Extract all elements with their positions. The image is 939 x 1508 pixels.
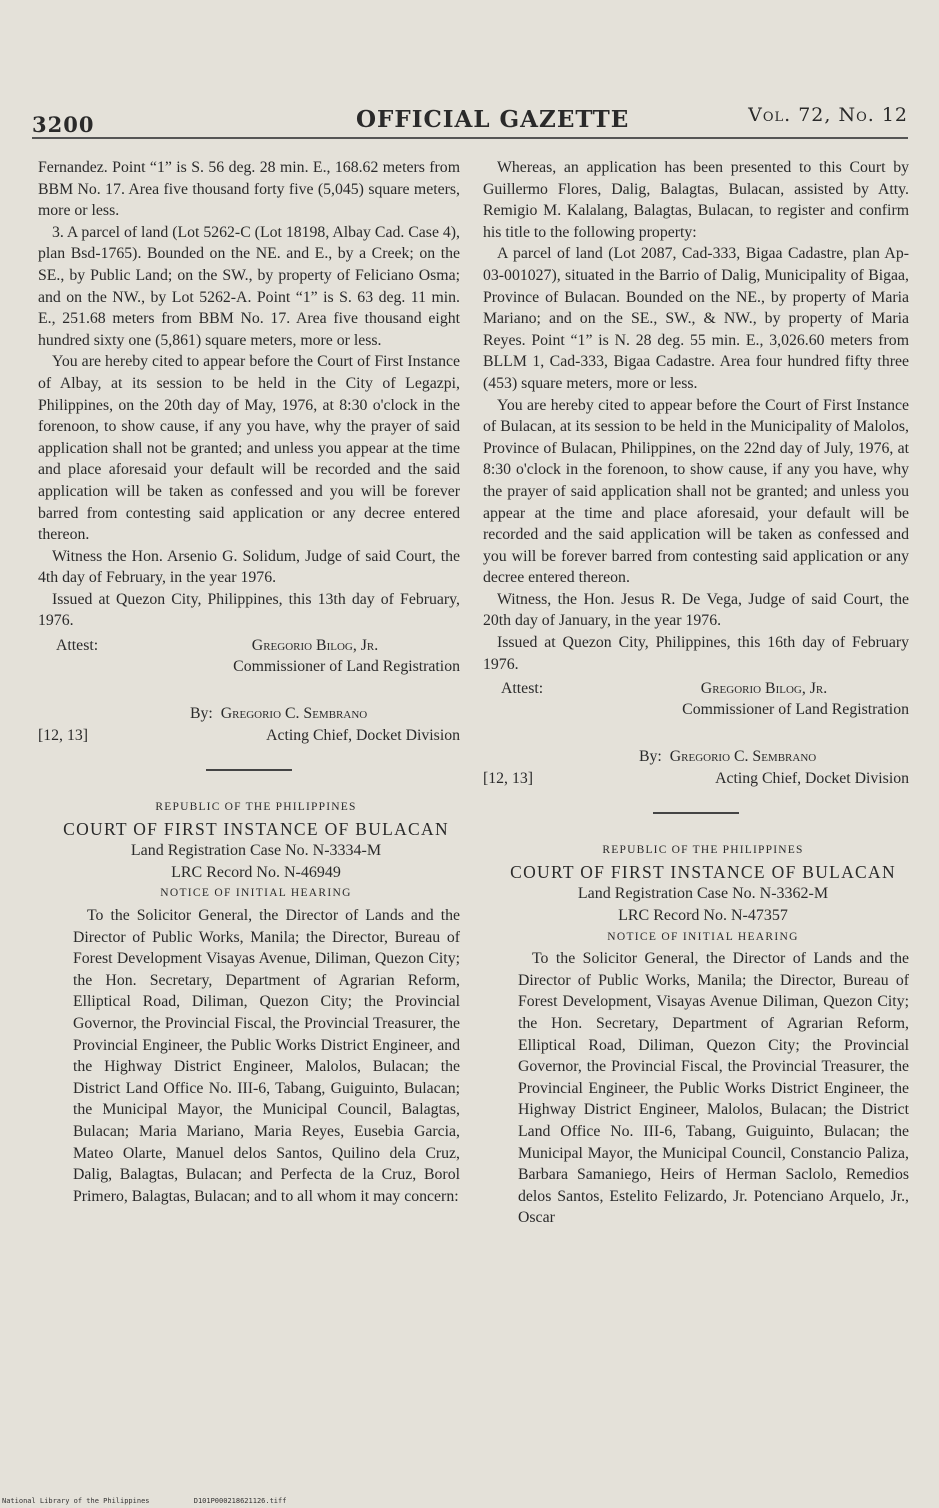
- right-paragraph-1: Whereas, an application has been presented to this Court by Guillermo Flores, Dalig, Balagtas, Bulacan, assisted by Atty. Remigio M. Kalalang, Balagtas, Bulacan, to register and confirm his title to the following property:: [483, 159, 909, 241]
- republic-heading: REPUBLIC OF THE PHILIPPINES: [602, 844, 804, 857]
- lrc-record-number: LRC Record No. N-46949: [171, 863, 341, 881]
- by-signature: [639, 746, 909, 768]
- chief-name: Gregorio C. Sembrano: [220, 705, 368, 723]
- right-attest-block: [483, 678, 909, 742]
- right-paragraph-4: Witness, the Hon. Jesus R. De Vega, Judge of said Court, the 20th day of January, in the year 1976.: [483, 590, 909, 630]
- by-label: By:: [639, 748, 662, 766]
- chief-name: Gregorio C. Sembrano: [669, 748, 817, 766]
- case-number: Land Registration Case No. N-3334-M: [130, 842, 382, 860]
- left-paragraph-2: 3. A parcel of land (Lot 5262-C (Lot 18198, Albay Cad. Case 4), plan Bsd-1765). Bounded on the NE. and E., by a Creek; on the SE., by Public Land; on the SW., by property of Feliciano Osma; and on the NW., by Lot 5262-A. Point “1” is S. 63 deg. 11 min. E., 251.68 meters from BBM No. 17. Area five thousand eight hundred sixty one (5,861) square meters, more or less.: [38, 223, 461, 349]
- publication-title: OFFICIAL GAZETTE: [356, 106, 630, 133]
- notice-heading: NOTICE OF INITIAL HEARING: [607, 930, 799, 943]
- volume-number: Vol. 72, No. 12: [748, 104, 908, 126]
- commissioner-name: Gregorio Bilog, Jr.: [251, 637, 379, 655]
- library-name: National Library of the Philippines: [2, 1497, 150, 1505]
- addressees: To the Solicitor General, the Director of Lands and the Director of Public Works, Manila; the Director, Bureau of Forest Development Visayas Avenue, Diliman, Quezon City; the Hon. Secretary, Department of Agrarian Reform, Elliptical Road, Diliman, Quezon City; the Provincial Governor, the Provincial Fiscal, the Provincial Treasurer, the Provincial Engineer, the Public Works District Engineer, and the Highway District Engineer, Malolos, Bulacan; the District Land Office No. III-6, Tabang, Guiguinto, Bulacan; the Municipal Mayor, the Municipal Council, Balagtas, Bulacan; Maria Mariano, Maria Reyes, Eusebia Garcia, Mateo Olarte, Manuel delos Santos, Quilino dela Cruz, Dalig, Balagtas, Bulacan; and Perfecta de la Cruz, Borol Primero, Balagtas, Bulacan; and to all whom it may concern:: [73, 907, 460, 1205]
- right-column: [483, 157, 909, 1229]
- left-paragraph-1: Fernandez. Point “1” is S. 56 deg. 28 min. E., 168.62 meters from BBM No. 17. Area five thousand forty five (5,045) square meters, more or less.: [38, 159, 460, 220]
- left-by-block: [38, 703, 460, 757]
- left-paragraph-5: Issued at Quezon City, Philippines, this 13th day of February, 1976.: [38, 590, 460, 630]
- attest-label: Attest:: [56, 637, 99, 655]
- left-paragraph-4: Witness the Hon. Arsenio G. Solidum, Judge of said Court, the 4th day of February, in the year 1976.: [38, 547, 460, 587]
- attest-label: Attest:: [501, 680, 544, 698]
- left-column: [38, 157, 460, 1207]
- issue-reference: [12, 13]: [483, 770, 534, 788]
- chief-title: Acting Chief, Docket Division: [715, 770, 909, 788]
- court-heading: COURT OF FIRST INSTANCE OF BULACAN: [63, 818, 449, 839]
- right-paragraph-2: A parcel of land (Lot 2087, Cad-333, Bigaa Cadastre, plan Ap-03-001027), situated in the Barrio of Dalig, Municipality of Bigaa, Province of Bulacan. Bounded on the NE., by property of Maria Mariano; and on the SE., SW., & NW., by property of Maria Reyes. Point “1” is N. 28 deg. 55 min. E., 3,026.60 meters from BLLM 1, Cad-333, Bigaa Cadastre. Area four hundred fifty three (453) square meters, more or less.: [483, 245, 909, 392]
- scan-filename: D101P000218621126.tiff: [193, 1497, 287, 1505]
- republic-heading: REPUBLIC OF THE PHILIPPINES: [155, 801, 357, 814]
- right-paragraph-3: You are hereby cited to appear before the Court of First Instance of Bulacan, at its session to be held in the Municipality of Malolos, Province of Bulacan, Philippines, on the 22nd day of July, 1976, at 8:30 o'clock in the forenoon, to show cause, if any you have, why the prayer of said application shall not be granted; and unless you appear at the time and place aforesaid, your default will be recorded and the said application will be taken as confessed and you will be forever barred from contesting said application or any decree entered thereon.: [483, 396, 909, 587]
- header-rule: [32, 137, 908, 139]
- left-attest-block: [38, 635, 460, 699]
- by-label: By:: [190, 705, 213, 723]
- court-heading: COURT OF FIRST INSTANCE OF BULACAN: [510, 861, 896, 882]
- by-signature: [190, 703, 460, 725]
- commissioner-name: Gregorio Bilog, Jr.: [700, 680, 828, 698]
- section-divider: [653, 812, 739, 814]
- case-number: Land Registration Case No. N-3362-M: [577, 885, 829, 903]
- lrc-record-number: LRC Record No. N-47357: [618, 907, 788, 925]
- chief-title: Acting Chief, Docket Division: [266, 727, 460, 745]
- addressees: To the Solicitor General, the Director of Lands and the Director of Public Works, Manila; the Director, Bureau of Forest Development, Visayas Avenue Diliman, Quezon City; the Hon. Secretary, Department of Agrarian Reform, Elliptical Road, Diliman, Quezon City; the Provincial Governor, the Provincial Fiscal, the Provincial Treasurer, the Provincial Engineer, the Public Works District Engineer, the Highway District Engineer, Malolos, Bulacan; the District Land Office No. III-6, Tabang, Guiguinto, Bulacan; the Municipal Mayor, the Municipal Council, Constancio Paliza, Barbara Samaniego, Heirs of Herman Saclolo, Remedios delos Santos, Estelito Felizardo, Jr. Potenciano Arquelo, Jr., Oscar: [518, 950, 909, 1227]
- page-number: 3200: [32, 112, 95, 137]
- section-divider: [206, 769, 292, 771]
- issue-reference: [12, 13]: [38, 727, 89, 745]
- left-paragraph-3: You are hereby cited to appear before the Court of First Instance of Albay, at its session to be held in the City of Legazpi, Philippines, on the 20th day of May, 1976, at 8:30 o'clock in the forenoon, to show cause, if any you have, why the prayer of said application shall not be granted; and unless you appear at the time and place aforesaid your default will be recorded and the said application will be taken as confessed and you will be forever barred from contesting said application or any decree entered thereon.: [38, 353, 460, 544]
- notice-heading: NOTICE OF INITIAL HEARING: [160, 887, 352, 900]
- right-paragraph-5: Issued at Quezon City, Philippines, this 16th day of February 1976.: [483, 634, 909, 673]
- scan-footer: [2, 1497, 326, 1505]
- commissioner-title: Commissioner of Land Registration: [233, 658, 460, 676]
- commissioner-title: Commissioner of Land Registration: [682, 701, 909, 719]
- right-by-block: [483, 746, 909, 800]
